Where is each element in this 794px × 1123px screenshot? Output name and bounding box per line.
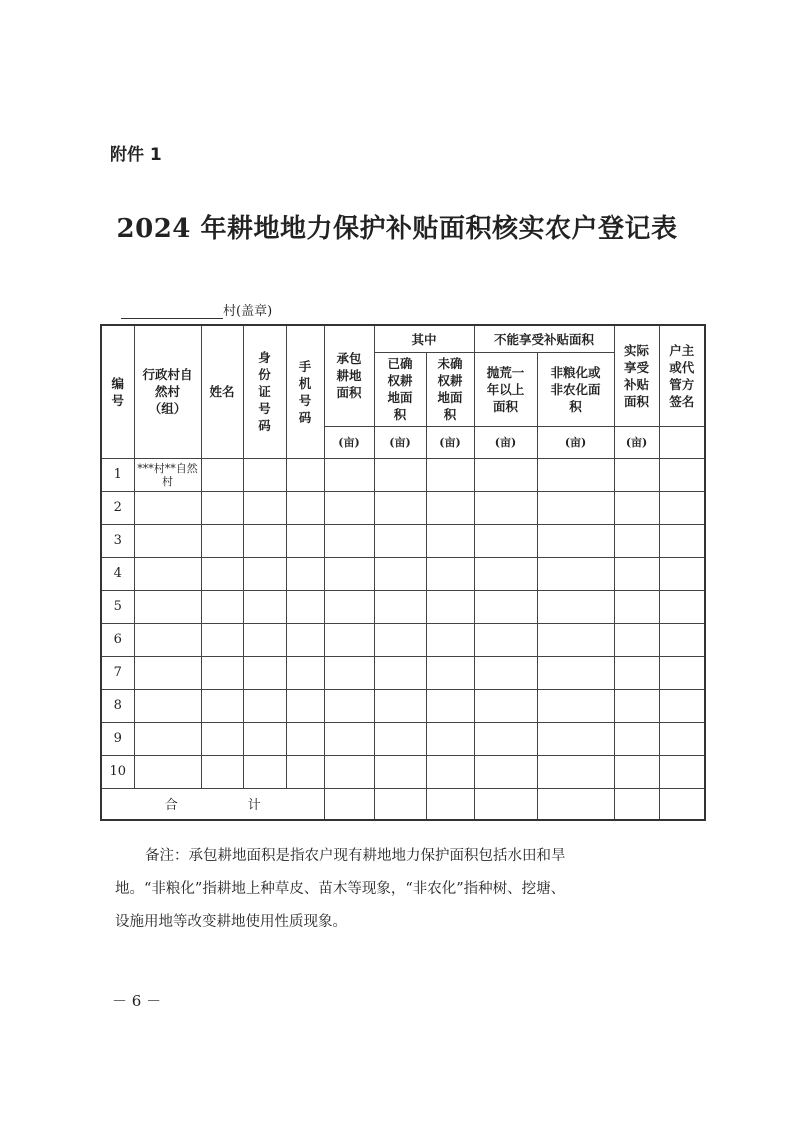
page-number: － 6 －: [112, 992, 162, 1010]
name-cell[interactable]: [201, 458, 243, 491]
actual-cell[interactable]: [614, 524, 659, 557]
header-not-eligible: 不能享受补贴面积: [474, 325, 614, 352]
total-label: 合 计: [101, 788, 324, 820]
row-number: 10: [101, 755, 134, 788]
actual-cell[interactable]: [614, 755, 659, 788]
phone-cell[interactable]: [286, 722, 324, 755]
abandoned-cell[interactable]: [474, 590, 537, 623]
village-blank[interactable]: [121, 303, 223, 319]
contract-cell[interactable]: [324, 458, 374, 491]
unconfirmed-cell[interactable]: [426, 458, 474, 491]
table-row: [101, 689, 705, 722]
non-grain-cell[interactable]: [537, 557, 614, 590]
village-cell[interactable]: [134, 524, 201, 557]
table-row: [101, 491, 705, 524]
row-number: 1: [101, 458, 134, 491]
phone-cell[interactable]: [286, 524, 324, 557]
signature-cell[interactable]: [659, 656, 705, 689]
village-cell[interactable]: [134, 689, 201, 722]
contract-cell[interactable]: [324, 755, 374, 788]
row-number: 8: [101, 689, 134, 722]
header-unconfirmed: 未确权耕地面积: [426, 352, 474, 426]
unit-abandoned: (亩): [474, 426, 537, 458]
abandoned-cell[interactable]: [474, 689, 537, 722]
signature-cell[interactable]: [659, 557, 705, 590]
signature-cell[interactable]: [659, 590, 705, 623]
unit-unconfirmed: (亩): [426, 426, 474, 458]
table-row: [101, 524, 705, 557]
header-id: 身份证号码: [243, 325, 286, 458]
actual-cell[interactable]: [614, 590, 659, 623]
confirmed-cell[interactable]: [374, 623, 426, 656]
remark-note: [115, 840, 705, 939]
table-row: [101, 656, 705, 689]
table-row: [101, 590, 705, 623]
confirmed-cell[interactable]: [374, 524, 426, 557]
unit-signature-empty: [659, 426, 705, 458]
contract-cell[interactable]: [324, 557, 374, 590]
remark-line-1: 备注：承包耕地面积是指农户现有耕地地力保护面积包括水田和旱: [145, 848, 566, 864]
name-cell[interactable]: [201, 722, 243, 755]
row-number: 4: [101, 557, 134, 590]
header-among: 其中: [374, 325, 474, 352]
phone-cell[interactable]: [286, 458, 324, 491]
phone-cell[interactable]: [286, 656, 324, 689]
table-row: [101, 557, 705, 590]
name-cell[interactable]: [201, 623, 243, 656]
contract-cell[interactable]: [324, 524, 374, 557]
row-number: 5: [101, 590, 134, 623]
unconfirmed-cell[interactable]: [426, 755, 474, 788]
total-non-grain[interactable]: [537, 788, 614, 820]
name-cell[interactable]: [201, 524, 243, 557]
unconfirmed-cell[interactable]: [426, 590, 474, 623]
header-confirmed: 已确权耕地面积: [374, 352, 426, 426]
id-cell[interactable]: [243, 722, 286, 755]
signature-cell[interactable]: [659, 491, 705, 524]
non-grain-cell[interactable]: [537, 590, 614, 623]
actual-cell[interactable]: [614, 689, 659, 722]
total-confirmed[interactable]: [374, 788, 426, 820]
non-grain-cell[interactable]: [537, 623, 614, 656]
actual-cell[interactable]: [614, 623, 659, 656]
row-number: 7: [101, 656, 134, 689]
header-contract-area: 承包耕地面积: [324, 325, 374, 426]
header-village: 行政村自然村（组）: [134, 325, 201, 458]
abandoned-cell[interactable]: [474, 623, 537, 656]
header-name: 姓名: [201, 325, 243, 458]
header-actual: 实际享受补贴面积: [614, 325, 659, 426]
signature-cell[interactable]: [659, 623, 705, 656]
confirmed-cell[interactable]: [374, 590, 426, 623]
actual-cell[interactable]: [614, 491, 659, 524]
total-unconfirmed[interactable]: [426, 788, 474, 820]
actual-cell[interactable]: [614, 722, 659, 755]
id-cell[interactable]: [243, 755, 286, 788]
unconfirmed-cell[interactable]: [426, 557, 474, 590]
signature-cell[interactable]: [659, 458, 705, 491]
unit-confirmed: (亩): [374, 426, 426, 458]
contract-cell[interactable]: [324, 491, 374, 524]
village-cell[interactable]: [134, 557, 201, 590]
village-cell[interactable]: [134, 722, 201, 755]
village-cell[interactable]: [134, 590, 201, 623]
confirmed-cell[interactable]: [374, 557, 426, 590]
attachment-label: 附件 1: [110, 145, 162, 165]
total-actual[interactable]: [614, 788, 659, 820]
total-abandoned[interactable]: [474, 788, 537, 820]
confirmed-cell[interactable]: [374, 755, 426, 788]
phone-cell[interactable]: [286, 689, 324, 722]
confirmed-cell[interactable]: [374, 722, 426, 755]
total-row: [101, 788, 705, 820]
signature-cell[interactable]: [659, 524, 705, 557]
village-cell[interactable]: [134, 656, 201, 689]
village-cell[interactable]: [134, 755, 201, 788]
id-cell[interactable]: [243, 491, 286, 524]
village-cell[interactable]: ***村**自然村: [134, 458, 201, 491]
phone-cell[interactable]: [286, 557, 324, 590]
non-grain-cell[interactable]: [537, 524, 614, 557]
row-number: 9: [101, 722, 134, 755]
confirmed-cell[interactable]: [374, 689, 426, 722]
unconfirmed-cell[interactable]: [426, 623, 474, 656]
village-seal-line: [121, 300, 272, 319]
non-grain-cell[interactable]: [537, 689, 614, 722]
abandoned-cell[interactable]: [474, 557, 537, 590]
non-grain-cell[interactable]: [537, 656, 614, 689]
id-cell[interactable]: [243, 557, 286, 590]
page-title: 2024 年耕地地力保护补贴面积核实农户登记表: [116, 214, 678, 244]
header-signature: 户主或代管方签名: [659, 325, 705, 426]
unconfirmed-cell[interactable]: [426, 656, 474, 689]
row-number: 2: [101, 491, 134, 524]
id-cell[interactable]: [243, 623, 286, 656]
header-phone: 手机号码: [286, 325, 324, 458]
contract-cell[interactable]: [324, 656, 374, 689]
phone-cell[interactable]: [286, 590, 324, 623]
non-grain-cell[interactable]: [537, 755, 614, 788]
name-cell[interactable]: [201, 689, 243, 722]
remark-line-2: 地。“非粮化”指耕地上种草皮、苗木等现象，“非农化”指种树、挖塘、: [115, 881, 566, 897]
registration-table: [100, 324, 706, 821]
row-number: 6: [101, 623, 134, 656]
phone-cell[interactable]: [286, 623, 324, 656]
table-row: [101, 755, 705, 788]
unit-contract: (亩): [324, 426, 374, 458]
actual-cell[interactable]: [614, 458, 659, 491]
abandoned-cell[interactable]: [474, 755, 537, 788]
unconfirmed-cell[interactable]: [426, 722, 474, 755]
name-cell[interactable]: [201, 590, 243, 623]
id-cell[interactable]: [243, 524, 286, 557]
total-contract[interactable]: [324, 788, 374, 820]
village-cell[interactable]: [134, 491, 201, 524]
signature-cell[interactable]: [659, 689, 705, 722]
village-cell[interactable]: [134, 623, 201, 656]
signature-cell[interactable]: [659, 722, 705, 755]
unit-non-grain: (亩): [537, 426, 614, 458]
actual-cell[interactable]: [614, 656, 659, 689]
phone-cell[interactable]: [286, 755, 324, 788]
total-signature[interactable]: [659, 788, 705, 820]
header-no: 编号: [101, 325, 134, 458]
id-cell[interactable]: [243, 656, 286, 689]
header-non-grain: 非粮化或非农化面积: [537, 352, 614, 426]
confirmed-cell[interactable]: [374, 491, 426, 524]
signature-cell[interactable]: [659, 755, 705, 788]
abandoned-cell[interactable]: [474, 458, 537, 491]
table-row: [101, 623, 705, 656]
name-cell[interactable]: [201, 491, 243, 524]
unconfirmed-cell[interactable]: [426, 689, 474, 722]
non-grain-cell[interactable]: [537, 722, 614, 755]
non-grain-cell[interactable]: [537, 491, 614, 524]
abandoned-cell[interactable]: [474, 491, 537, 524]
header-abandoned: 抛荒一年以上面积: [474, 352, 537, 426]
non-grain-cell[interactable]: [537, 458, 614, 491]
name-cell[interactable]: [201, 656, 243, 689]
phone-cell[interactable]: [286, 491, 324, 524]
abandoned-cell[interactable]: [474, 722, 537, 755]
id-cell[interactable]: [243, 689, 286, 722]
contract-cell[interactable]: [324, 689, 374, 722]
unconfirmed-cell[interactable]: [426, 491, 474, 524]
confirmed-cell[interactable]: [374, 656, 426, 689]
abandoned-cell[interactable]: [474, 524, 537, 557]
contract-cell[interactable]: [324, 722, 374, 755]
row-number: 3: [101, 524, 134, 557]
village-suffix: 村(盖章): [223, 304, 273, 319]
abandoned-cell[interactable]: [474, 656, 537, 689]
name-cell[interactable]: [201, 557, 243, 590]
remark-line-3: 设施用地等改变耕地使用性质现象。: [115, 914, 347, 930]
unconfirmed-cell[interactable]: [426, 524, 474, 557]
contract-cell[interactable]: [324, 623, 374, 656]
table-row: [101, 458, 705, 491]
unit-actual: (亩): [614, 426, 659, 458]
actual-cell[interactable]: [614, 557, 659, 590]
contract-cell[interactable]: [324, 590, 374, 623]
table-row: [101, 722, 705, 755]
name-cell[interactable]: [201, 755, 243, 788]
confirmed-cell[interactable]: [374, 458, 426, 491]
id-cell[interactable]: [243, 458, 286, 491]
id-cell[interactable]: [243, 590, 286, 623]
